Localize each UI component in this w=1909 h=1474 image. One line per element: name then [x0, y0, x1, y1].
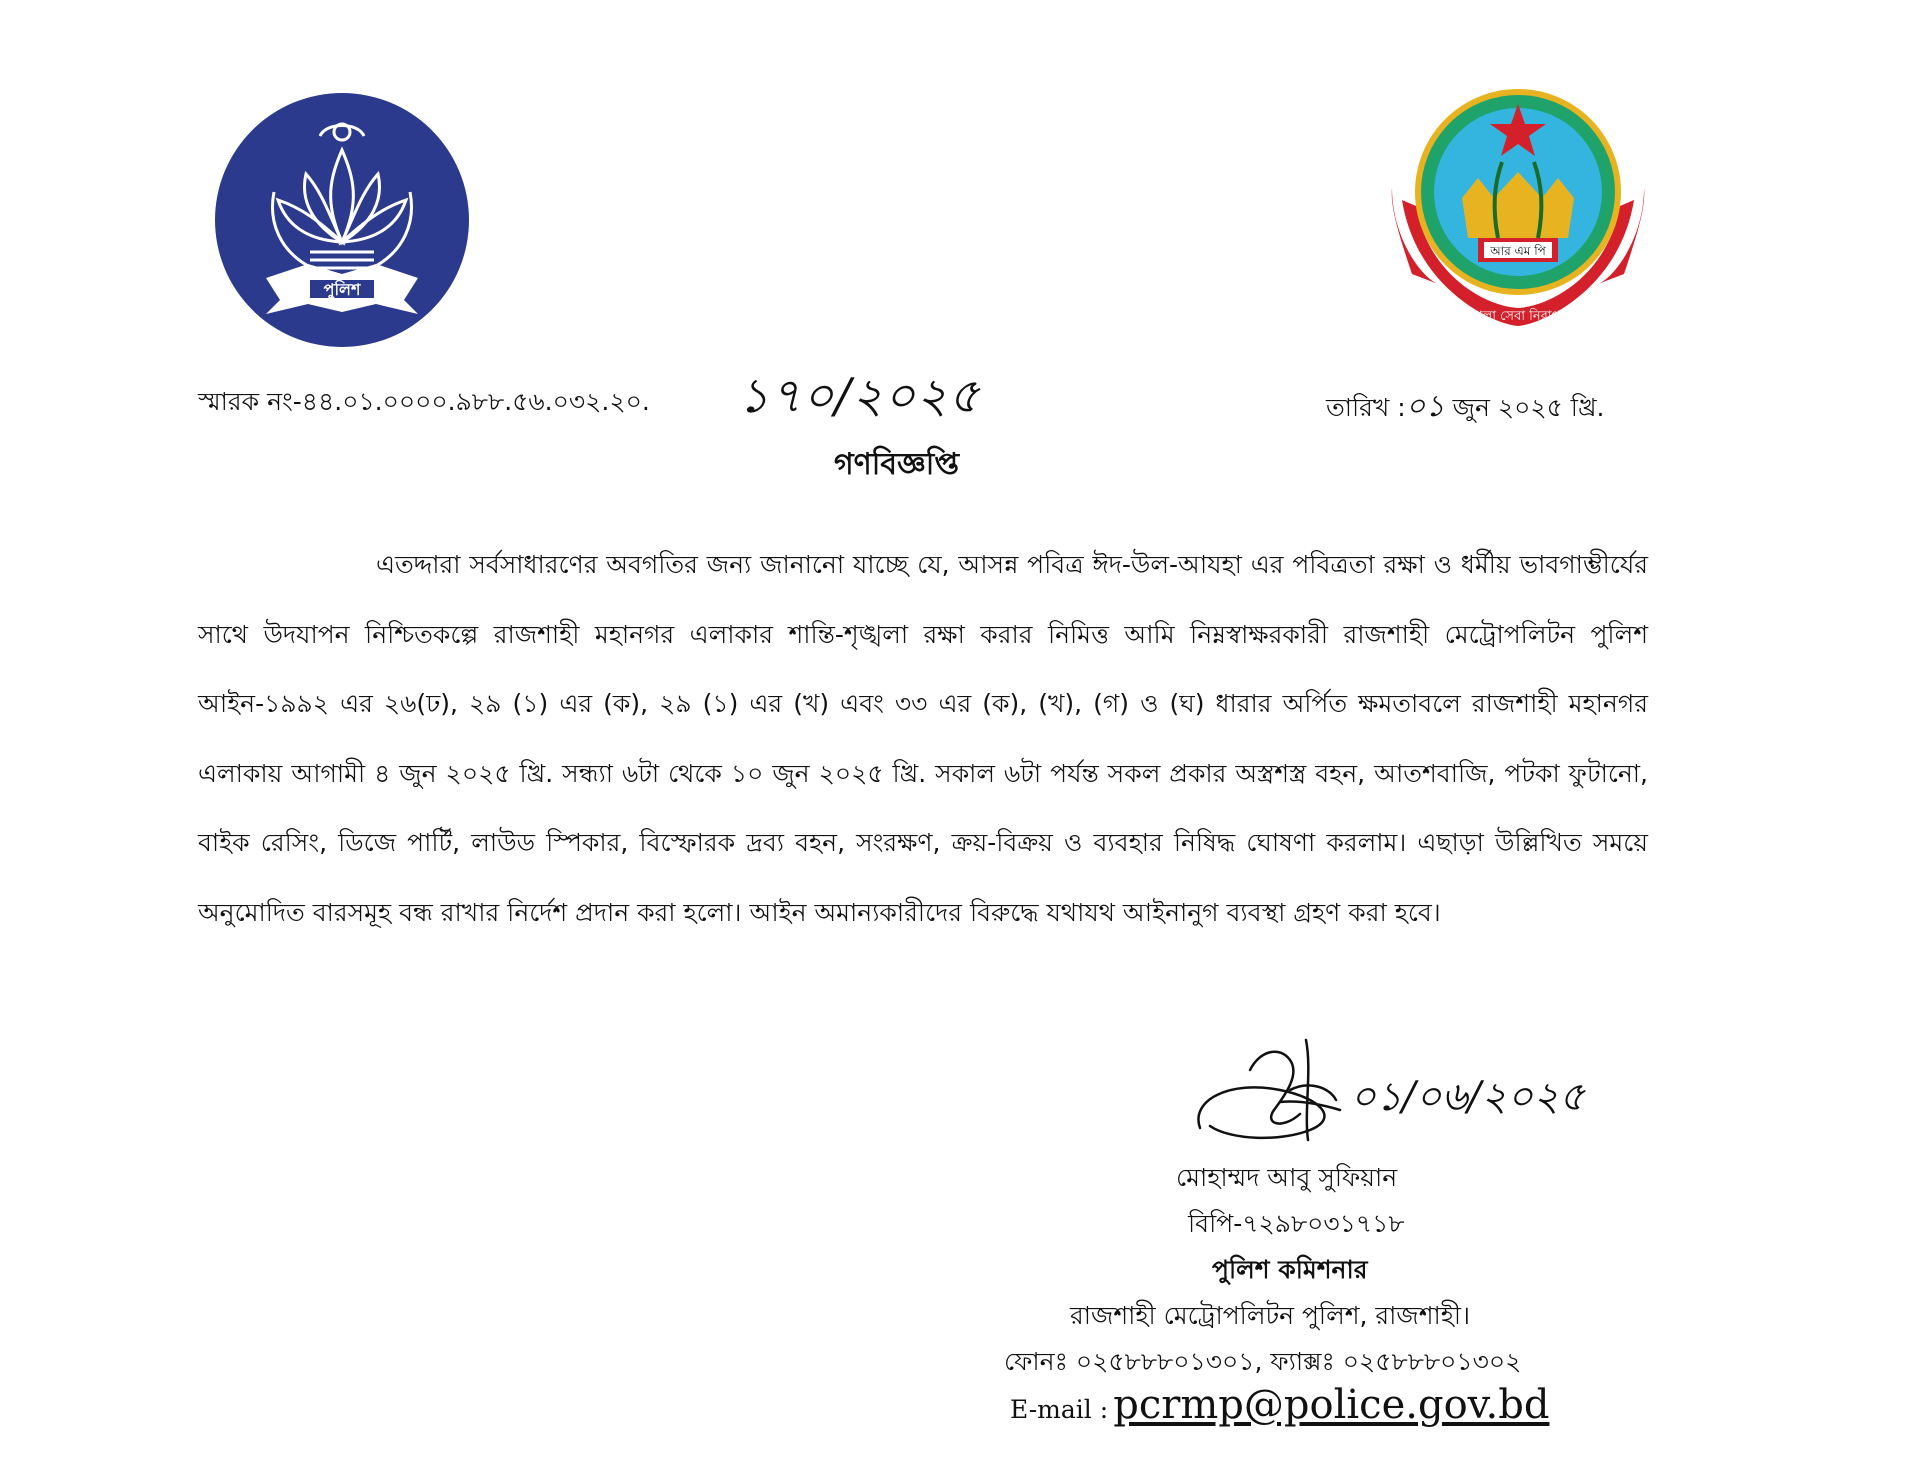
email-address: pcrmp@police.gov.bd — [1113, 1382, 1550, 1428]
notice-date — [1326, 382, 1605, 433]
contact-email — [1010, 1382, 1549, 1428]
signature-date: ০১/০৬/২০২৫ — [1350, 1074, 1585, 1120]
signatory-name: মোহাম্মদ আবু সুফিয়ান — [1176, 1163, 1398, 1192]
memo-handwritten-number: ১৭০/২০২৫ — [738, 368, 981, 424]
right-logo-motto: শৃঙ্খলা সেবা নিরাপত্তা — [1462, 309, 1574, 324]
signatory-bp-number: বিপি-৭২৯৮০৩১৭১৮ — [1188, 1209, 1405, 1238]
date-handwritten-day: ০১ — [1405, 389, 1445, 424]
signatory-office: রাজশাহী মেট্রোপলিটন পুলিশ, রাজশাহী। — [1070, 1301, 1471, 1330]
memo-number — [198, 382, 650, 425]
left-logo-label: পুলিশ — [323, 280, 361, 299]
right-logo-label: আর এম পি — [1490, 244, 1546, 258]
notice-body: এতদ্দারা সর্বসাধারণের অবগতির জন্য জানানো যাচ্ছে যে, আসন্ন পবিত্র ঈদ-উল-আযহা এর পবিত্রতা রক্ষা ও ধর্মীয় ভাবগাম্ভীর্যের সাথে উদযাপন নিশ্চিতকল্পে রাজশাহী মহানগর এলাকার শান্তি-শৃঙ্খলা রক্ষা করার নিমিত্ত আমি নিম্নস্বাক্ষরকারী রাজশাহী মেট্রোপলিটন পুলিশ আইন-১৯৯২ এর ২৬(ঢ), ২৯ (১) এর (ক), ২৯ (১) এর (খ) এবং ৩৩ এর (ক), (খ), (গ) ও (ঘ) ধারার অর্পিত ক্ষমতাবলে রাজশাহী মহানগর এলাকায় আগামী ৪ জুন ২০২৫ খ্রি. সন্ধ্যা ৬টা থেকে ১০ জুন ২০২৫ খ্রি. সকাল ৬টা পর্যন্ত সকল প্রকার অস্ত্রশস্ত্র বহন, আতশবাজি, পটকা ফুটানো, বাইক রেসিং, ডিজে পার্টি, লাউড স্পিকার, বিস্ফোরক দ্রব্য বহন, সংরক্ষণ, ক্রয়-বিক্রয় ও ব্যবহার নিষিদ্ধ ঘোষণা করলাম। এছাড়া উল্লিখিত সময়ে অনুমোদিত বারসমূহ বন্ধ রাখার নির্দেশ প্রদান করা হলো। আইন অমান্যকারীদের বিরুদ্ধে যথাযথ আইনানুগ ব্যবস্থা গ্রহণ করা হবে। — [198, 550, 1648, 927]
contact-phone-fax: ফোনঃ ০২৫৮৮৮০১৩০১, ফ্যাক্সঃ ০২৫৮৮৮০১৩০২ — [1004, 1347, 1522, 1376]
email-label: E-mail : — [1010, 1395, 1109, 1424]
date-label: তারিখ : — [1326, 393, 1406, 422]
notice-title: গণবিজ্ঞপ্তি — [834, 447, 960, 482]
handwritten-signature — [1190, 1030, 1620, 1150]
date-suffix: জুন ২০২৫ খ্রি. — [1444, 393, 1605, 422]
rmp-logo — [1382, 88, 1654, 350]
signatory-designation: পুলিশ কমিশনার — [1212, 1255, 1368, 1284]
memo-prefix: স্মারক নং-৪৪.০১.০০০০.৯৮৮.৫৬.০৩২.২০. — [198, 387, 650, 416]
bangladesh-police-logo — [214, 92, 470, 348]
